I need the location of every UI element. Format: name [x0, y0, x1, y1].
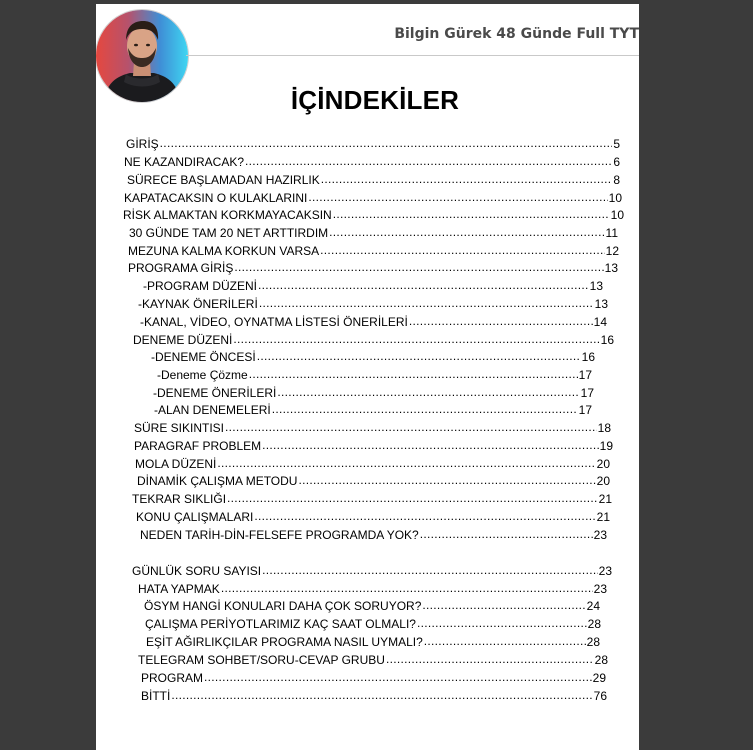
toc-entry-label: -DENEME ÖNCESİ: [151, 350, 256, 364]
toc-entry: [128, 241, 619, 258]
toc-entry-page: 24: [586, 599, 600, 613]
toc-entry-label: GÜNLÜK SORU SAYISI: [132, 564, 262, 578]
toc-entry-label: -Deneme Çözme: [157, 368, 248, 382]
toc-leader-dots: [204, 670, 592, 685]
toc-leader-dots: [257, 349, 581, 364]
document-page: [96, 4, 639, 750]
toc-entry-label: GİRİŞ: [126, 137, 159, 151]
toc-entry: [136, 507, 610, 524]
toc-entry: [126, 134, 620, 151]
toc-leader-dots: [409, 314, 593, 329]
toc-entry-label: TEKRAR SIKLIĞI: [132, 492, 227, 506]
toc-entry-page: 5: [613, 137, 620, 151]
toc-entry: [151, 347, 595, 364]
toc-leader-dots: [272, 402, 578, 417]
toc-entry-page: 21: [598, 492, 612, 506]
toc-entry-label: NE KAZANDIRACAK?: [124, 155, 245, 169]
toc-entry-label: SÜRE SIKINTISI: [134, 421, 225, 435]
toc-entry-page: 19: [599, 439, 613, 453]
toc-leader-dots: [422, 598, 585, 613]
toc-entry-page: 28: [594, 653, 608, 667]
toc-leader-dots: [254, 509, 595, 524]
toc-entry-page: 76: [593, 689, 607, 703]
toc-leader-dots: [277, 385, 579, 400]
toc-entry-label: PROGRAMA GİRİŞ: [128, 261, 234, 275]
toc-entry: [129, 223, 618, 240]
toc-entry-page: 16: [581, 350, 595, 364]
toc-leader-dots: [424, 634, 586, 649]
toc-leader-dots: [160, 136, 613, 151]
toc-entry: [138, 650, 608, 667]
toc-entry: [132, 489, 612, 506]
toc-entry-page: 10: [610, 208, 624, 222]
toc-entry-page: 20: [596, 474, 610, 488]
toc-entry: [134, 418, 611, 435]
toc-entry: [157, 365, 592, 382]
toc-entry-label: -KANAL, VİDEO, OYNATMA LİSTESİ ÖNERİLERİ: [140, 315, 408, 329]
toc-entry-label: BİTTİ: [141, 689, 171, 703]
toc-entry-label: KONU ÇALIŞMALARI: [136, 510, 254, 524]
toc-entry-page: 29: [592, 671, 606, 685]
toc-leader-dots: [234, 260, 603, 275]
toc-leader-dots: [262, 438, 599, 453]
toc-entry-label: 30 GÜNDE TAM 20 NET ARTTIRDIM: [129, 226, 329, 240]
toc-entry: [153, 383, 594, 400]
toc-entry-page: 18: [597, 421, 611, 435]
toc-entry-page: 13: [604, 261, 618, 275]
toc-entry-page: 14: [593, 315, 607, 329]
toc-entry-label: DİNAMİK ÇALIŞMA METODU: [137, 474, 298, 488]
header-title: Bilgin Gürek 48 Günde Full TYT: [394, 26, 639, 42]
toc-entry-page: 17: [578, 368, 592, 382]
toc-entry: [124, 188, 622, 205]
toc-entry-label: MOLA DÜZENİ: [135, 457, 217, 471]
toc-entry-page: 6: [613, 155, 620, 169]
toc-entry: [124, 152, 620, 169]
toc-entry: [134, 436, 613, 453]
toc-entry-label: PROGRAM: [141, 671, 204, 685]
toc-entry: [141, 668, 606, 685]
toc-entry-label: TELEGRAM SOHBET/SORU-CEVAP GRUBU: [138, 653, 385, 667]
toc-entry-page: 16: [600, 333, 614, 347]
toc-entry: [132, 561, 612, 578]
toc-leader-dots: [221, 581, 593, 596]
toc-entry-page: 23: [593, 582, 607, 596]
toc-entry: [140, 312, 607, 329]
toc-entry-page: 28: [586, 635, 600, 649]
toc-entry-label: -KAYNAK ÖNERİLERİ: [138, 297, 258, 311]
toc-entry-page: 21: [596, 510, 610, 524]
toc-entry-label: ÇALIŞMA PERİYOTLARIMIZ KAÇ SAAT OLMALI?: [145, 617, 416, 631]
toc-entry: [127, 170, 620, 187]
toc-leader-dots: [259, 296, 594, 311]
toc-entry-page: 13: [594, 297, 608, 311]
toc-entry-page: 23: [598, 564, 612, 578]
toc-entry: [143, 276, 603, 293]
header-divider: [186, 55, 639, 56]
toc-entry-label: -DENEME ÖNERİLERİ: [153, 386, 277, 400]
toc-leader-dots: [320, 243, 604, 258]
toc-entry-label: KAPATACAKSIN O KULAKLARINI: [124, 191, 308, 205]
toc-leader-dots: [321, 172, 613, 187]
toc-leader-dots: [233, 332, 599, 347]
toc-entry: [138, 294, 608, 311]
toc-entry: [135, 454, 610, 471]
toc-leader-dots: [417, 616, 587, 631]
toc-leader-dots: [298, 473, 595, 488]
toc-leader-dots: [420, 527, 593, 542]
toc-leader-dots: [225, 420, 597, 435]
toc-entry-page: 28: [587, 617, 601, 631]
toc-leader-dots: [227, 491, 598, 506]
document-title: İÇİNDEKİLER: [290, 85, 460, 115]
toc-entry: [141, 686, 607, 703]
toc-leader-dots: [386, 652, 594, 667]
toc-entry-label: ÖSYM HANGİ KONULARI DAHA ÇOK SORUYOR?: [144, 599, 422, 613]
toc-entry-page: 11: [605, 226, 618, 240]
toc-entry-label: RİSK ALMAKTAN KORKMAYACAKSIN: [123, 208, 332, 222]
toc-leader-dots: [308, 190, 607, 205]
toc-entry-page: 8: [613, 173, 620, 187]
toc-entry-label: NEDEN TARİH-DİN-FELSEFE PROGRAMDA YOK?: [140, 528, 419, 542]
toc-leader-dots: [333, 207, 610, 222]
toc-entry: [140, 525, 607, 542]
toc-entry-page: 13: [589, 279, 603, 293]
toc-entry-page: 10: [608, 191, 622, 205]
toc-entry-page: 17: [580, 386, 594, 400]
toc-entry: [133, 330, 614, 347]
toc-entry-page: 17: [578, 403, 592, 417]
toc-leader-dots: [245, 154, 612, 169]
toc-entry: [154, 400, 592, 417]
toc-entry-label: HATA YAPMAK: [138, 582, 220, 596]
toc-entry-label: -ALAN DENEMELERİ: [154, 403, 271, 417]
toc-entry: [144, 596, 600, 613]
toc-entry: [128, 258, 618, 275]
toc-entry: [146, 632, 600, 649]
toc-leader-dots: [249, 367, 578, 382]
toc-entry-label: MEZUNA KALMA KORKUN VARSA: [128, 244, 320, 258]
toc-entry-label: -PROGRAM DÜZENİ: [143, 279, 257, 293]
toc-leader-dots: [217, 456, 595, 471]
toc-leader-dots: [262, 563, 598, 578]
toc-entry-page: 12: [605, 244, 619, 258]
toc-entry-label: DENEME DÜZENİ: [133, 333, 233, 347]
toc-entry: [123, 205, 624, 222]
toc-entry-page: 23: [593, 528, 607, 542]
toc-entry: [137, 471, 610, 488]
toc-leader-dots: [258, 278, 589, 293]
toc-entry-label: SÜRECE BAŞLAMADAN HAZIRLIK: [127, 173, 320, 187]
toc-entry: [145, 614, 601, 631]
toc-entry: [138, 579, 607, 596]
toc-entry-page: 20: [596, 457, 610, 471]
toc-leader-dots: [329, 225, 604, 240]
toc-entry-label: PARAGRAF PROBLEM: [134, 439, 262, 453]
toc-leader-dots: [171, 688, 592, 703]
toc-entry-label: EŞİT AĞIRLIKÇILAR PROGRAMA NASIL UYMALI?: [146, 635, 423, 649]
